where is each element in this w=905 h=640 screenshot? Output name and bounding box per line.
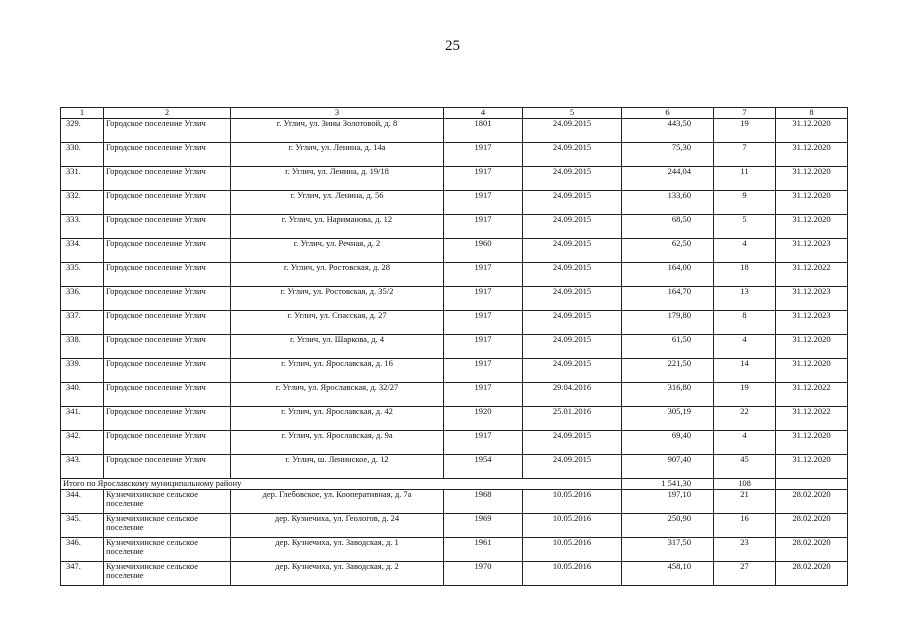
empty-cell: [776, 478, 848, 489]
year-cell: 1917: [444, 190, 523, 214]
table-row: [61, 537, 848, 561]
residents-cell: 13: [714, 286, 776, 310]
address-cell: г. Углич, ул. Ростовская, д. 28: [231, 262, 444, 286]
area-cell: 907,40: [622, 454, 714, 478]
area-cell: 69,40: [622, 430, 714, 454]
date-cell: 10.05.2016: [523, 513, 622, 537]
table-row: [61, 489, 848, 513]
deadline-cell: 31.12.2020: [776, 142, 848, 166]
address-cell: г. Углич, ул. Ярославская, д. 42: [231, 406, 444, 430]
date-cell: 10.05.2016: [523, 561, 622, 585]
year-cell: 1917: [444, 214, 523, 238]
row-number: 337.: [61, 310, 104, 334]
address-cell: г. Углич, ул. Ленина, д. 14а: [231, 142, 444, 166]
column-header: 6: [622, 108, 714, 119]
address-cell: дер. Кузнечиха, ул. Геологов, д. 24: [231, 513, 444, 537]
address-cell: г. Углич, ул. Спасская, д. 27: [231, 310, 444, 334]
address-cell: г. Углич, ул. Ленина, д. 19/18: [231, 166, 444, 190]
row-number: 341.: [61, 406, 104, 430]
row-number: 343.: [61, 454, 104, 478]
year-cell: 1969: [444, 513, 523, 537]
year-cell: 1954: [444, 454, 523, 478]
address-cell: г. Углич, ул. Ярославская, д. 9а: [231, 430, 444, 454]
area-cell: 68,50: [622, 214, 714, 238]
deadline-cell: 28.02.2020: [776, 561, 848, 585]
settlement-cell: Городское поселение Углич: [104, 262, 231, 286]
deadline-cell: 31.12.2020: [776, 118, 848, 142]
area-cell: 179,80: [622, 310, 714, 334]
deadline-cell: 31.12.2020: [776, 214, 848, 238]
deadline-cell: 31.12.2022: [776, 262, 848, 286]
settlement-cell: Кузнечихинское сельское поселение: [104, 513, 231, 537]
settlement-cell: Городское поселение Углич: [104, 406, 231, 430]
column-header: 7: [714, 108, 776, 119]
date-cell: 24.09.2015: [523, 118, 622, 142]
area-cell: 164,70: [622, 286, 714, 310]
residents-cell: 45: [714, 454, 776, 478]
table-row: [61, 454, 848, 478]
date-cell: 24.09.2015: [523, 238, 622, 262]
settlement-cell: Городское поселение Углич: [104, 382, 231, 406]
date-cell: 24.09.2015: [523, 310, 622, 334]
year-cell: 1917: [444, 430, 523, 454]
row-number: 335.: [61, 262, 104, 286]
settlement-cell: Кузнечихинское сельское поселение: [104, 489, 231, 513]
table-header-row: [61, 108, 848, 119]
deadline-cell: 31.12.2020: [776, 430, 848, 454]
table-row: [61, 166, 848, 190]
address-cell: г. Углич, ул. Ленина, д. 56: [231, 190, 444, 214]
row-number: 329.: [61, 118, 104, 142]
row-number: 336.: [61, 286, 104, 310]
row-number: 332.: [61, 190, 104, 214]
area-cell: 164,00: [622, 262, 714, 286]
row-number: 345.: [61, 513, 104, 537]
area-cell: 62,50: [622, 238, 714, 262]
date-cell: 10.05.2016: [523, 489, 622, 513]
address-cell: дер. Кузнечиха, ул. Заводская, д. 1: [231, 537, 444, 561]
address-cell: г. Углич, ул. Ростовская, д. 35/2: [231, 286, 444, 310]
table-row: [61, 358, 848, 382]
column-header: 1: [61, 108, 104, 119]
address-cell: г. Углич, ул. Шаркова, д. 4: [231, 334, 444, 358]
residents-cell: 7: [714, 142, 776, 166]
deadline-cell: 31.12.2020: [776, 454, 848, 478]
row-number: 338.: [61, 334, 104, 358]
residents-cell: 19: [714, 118, 776, 142]
deadline-cell: 31.12.2022: [776, 406, 848, 430]
deadline-cell: 28.02.2020: [776, 537, 848, 561]
row-number: 342.: [61, 430, 104, 454]
deadline-cell: 31.12.2020: [776, 166, 848, 190]
table-row: [61, 118, 848, 142]
deadline-cell: 31.12.2023: [776, 310, 848, 334]
residents-cell: 14: [714, 358, 776, 382]
date-cell: 24.09.2015: [523, 358, 622, 382]
residents-cell: 5: [714, 214, 776, 238]
year-cell: 1917: [444, 286, 523, 310]
total-row: [61, 478, 848, 489]
row-number: 333.: [61, 214, 104, 238]
settlement-cell: Городское поселение Углич: [104, 166, 231, 190]
area-cell: 317,50: [622, 537, 714, 561]
table-row: [61, 430, 848, 454]
deadline-cell: 31.12.2020: [776, 190, 848, 214]
date-cell: 24.09.2015: [523, 190, 622, 214]
settlement-cell: Городское поселение Углич: [104, 358, 231, 382]
area-cell: 75,30: [622, 142, 714, 166]
date-cell: 24.09.2015: [523, 166, 622, 190]
year-cell: 1917: [444, 142, 523, 166]
settlement-cell: Городское поселение Углич: [104, 238, 231, 262]
residents-cell: 19: [714, 382, 776, 406]
area-cell: 316,80: [622, 382, 714, 406]
housing-table: [60, 107, 848, 586]
year-cell: 1968: [444, 489, 523, 513]
settlement-cell: Городское поселение Углич: [104, 334, 231, 358]
residents-cell: 18: [714, 262, 776, 286]
year-cell: 1970: [444, 561, 523, 585]
year-cell: 1917: [444, 382, 523, 406]
deadline-cell: 31.12.2022: [776, 382, 848, 406]
settlement-cell: Кузнечихинское сельское поселение: [104, 561, 231, 585]
address-cell: г. Углич, ул. Речная, д. 2: [231, 238, 444, 262]
year-cell: 1917: [444, 358, 523, 382]
settlement-cell: Городское поселение Углич: [104, 214, 231, 238]
year-cell: 1960: [444, 238, 523, 262]
settlement-cell: Городское поселение Углич: [104, 142, 231, 166]
area-cell: 250,90: [622, 513, 714, 537]
deadline-cell: 28.02.2020: [776, 513, 848, 537]
row-number: 340.: [61, 382, 104, 406]
area-cell: 61,50: [622, 334, 714, 358]
row-number: 344.: [61, 489, 104, 513]
date-cell: 24.09.2015: [523, 334, 622, 358]
table-row: [61, 214, 848, 238]
area-cell: 221,50: [622, 358, 714, 382]
deadline-cell: 31.12.2020: [776, 358, 848, 382]
date-cell: 24.09.2015: [523, 430, 622, 454]
settlement-cell: Городское поселение Углич: [104, 454, 231, 478]
column-header: 4: [444, 108, 523, 119]
table-row: [61, 513, 848, 537]
total-residents: 108: [714, 478, 776, 489]
address-cell: г. Углич, ул. Нариманова, д. 12: [231, 214, 444, 238]
year-cell: 1920: [444, 406, 523, 430]
address-cell: г. Углич, ул. Зины Золотовой, д. 8: [231, 118, 444, 142]
area-cell: 458,10: [622, 561, 714, 585]
table-row: [61, 310, 848, 334]
area-cell: 305,19: [622, 406, 714, 430]
column-header: 8: [776, 108, 848, 119]
date-cell: 24.09.2015: [523, 214, 622, 238]
column-header: 2: [104, 108, 231, 119]
residents-cell: 21: [714, 489, 776, 513]
date-cell: 24.09.2015: [523, 262, 622, 286]
table-row: [61, 190, 848, 214]
residents-cell: 9: [714, 190, 776, 214]
year-cell: 1917: [444, 334, 523, 358]
table-row: [61, 238, 848, 262]
year-cell: 1917: [444, 262, 523, 286]
year-cell: 1961: [444, 537, 523, 561]
row-number: 339.: [61, 358, 104, 382]
table-row: [61, 286, 848, 310]
residents-cell: 22: [714, 406, 776, 430]
settlement-cell: Кузнечихинское сельское поселение: [104, 537, 231, 561]
column-header: 5: [523, 108, 622, 119]
date-cell: 10.05.2016: [523, 537, 622, 561]
residents-cell: 27: [714, 561, 776, 585]
residents-cell: 4: [714, 238, 776, 262]
residents-cell: 11: [714, 166, 776, 190]
address-cell: дер. Глебовское, ул. Кооперативная, д. 7а: [231, 489, 444, 513]
date-cell: 29.04.2016: [523, 382, 622, 406]
area-cell: 244,04: [622, 166, 714, 190]
area-cell: 443,50: [622, 118, 714, 142]
page-number: 25: [445, 38, 460, 54]
column-header: 3: [231, 108, 444, 119]
row-number: 334.: [61, 238, 104, 262]
date-cell: 24.09.2015: [523, 142, 622, 166]
total-label: Итого по Ярославскому муниципальному району: [61, 478, 622, 489]
table-row: [61, 262, 848, 286]
residents-cell: 8: [714, 310, 776, 334]
date-cell: 24.09.2015: [523, 286, 622, 310]
area-cell: 133,60: [622, 190, 714, 214]
address-cell: г. Углич, ул. Ярославская, д. 16: [231, 358, 444, 382]
total-area: 1 541,30: [622, 478, 714, 489]
residents-cell: 4: [714, 334, 776, 358]
deadline-cell: 31.12.2020: [776, 334, 848, 358]
date-cell: 25.01.2016: [523, 406, 622, 430]
table-row: [61, 142, 848, 166]
row-number: 346.: [61, 537, 104, 561]
deadline-cell: 31.12.2023: [776, 286, 848, 310]
settlement-cell: Городское поселение Углич: [104, 190, 231, 214]
settlement-cell: Городское поселение Углич: [104, 286, 231, 310]
table-row: [61, 334, 848, 358]
row-number: 331.: [61, 166, 104, 190]
year-cell: 1917: [444, 166, 523, 190]
table-row: [61, 561, 848, 585]
residents-cell: 4: [714, 430, 776, 454]
row-number: 347.: [61, 561, 104, 585]
settlement-cell: Городское поселение Углич: [104, 430, 231, 454]
table-row: [61, 406, 848, 430]
settlement-cell: Городское поселение Углич: [104, 310, 231, 334]
table-row: [61, 382, 848, 406]
year-cell: 1917: [444, 310, 523, 334]
deadline-cell: 28.02.2020: [776, 489, 848, 513]
deadline-cell: 31.12.2023: [776, 238, 848, 262]
date-cell: 24.09.2015: [523, 454, 622, 478]
residents-cell: 16: [714, 513, 776, 537]
address-cell: г. Углич, ш. Ленинское, д. 12: [231, 454, 444, 478]
residents-cell: 23: [714, 537, 776, 561]
address-cell: дер. Кузнечиха, ул. Заводская, д. 2: [231, 561, 444, 585]
area-cell: 197,10: [622, 489, 714, 513]
address-cell: г. Углич, ул. Ярославская, д. 32/27: [231, 382, 444, 406]
settlement-cell: Городское поселение Углич: [104, 118, 231, 142]
row-number: 330.: [61, 142, 104, 166]
year-cell: 1801: [444, 118, 523, 142]
